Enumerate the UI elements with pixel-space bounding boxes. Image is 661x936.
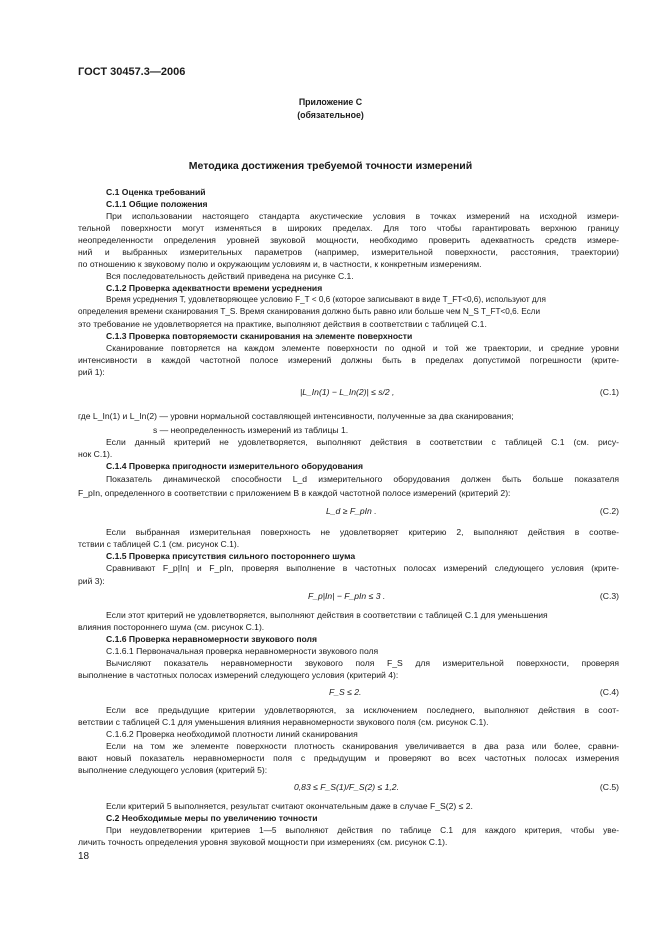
section-heading: С.1.1 Общие положения <box>106 199 208 209</box>
paragraph-line: С.1.6.2 Проверка необходимой плотности линий сканирования <box>106 729 358 739</box>
equation-number: (С.5) <box>599 782 619 792</box>
paragraph-line: Сканирование повторяется на каждом элементе поверхности по одной и той же траектории, и средние уровни <box>106 343 619 353</box>
equation-number: (С.4) <box>599 687 619 697</box>
paragraph-line: Если критерий 5 выполняется, результат считают окончательным даже в случае F_S(2) ≤ 2. <box>106 801 473 811</box>
paragraph-line: ний и выбранных измерительных параметров (например, измерительной поверхности, расстояния, траектории) <box>78 247 619 257</box>
paragraph-line: s — неопределенность измерений из таблицы 1. <box>153 425 349 435</box>
paragraph-line: ветствии с таблицей С.1 для уменьшения влияния неравномерности звукового поля (см. рисунок С.1). <box>78 717 489 727</box>
paragraph-line: Если выбранная измерительная поверхность не удовлетворяет критерию 2, выполняют действия в соотве- <box>106 527 619 537</box>
equation-formula: F_S ≤ 2. <box>329 687 362 697</box>
paragraph-line: Время усреднения T, удовлетворяющее условию F_T < 0,6 (которое записывают в виде T_FT<0,6), используют для <box>106 295 546 304</box>
paragraph-line: Вся последовательность действий приведена на рисунке С.1. <box>106 271 354 281</box>
section-heading: С.1.5 Проверка присутствия сильного постороннего шума <box>106 551 356 561</box>
paragraph-line: Вычисляют показатель неравномерности звукового поля F_S для измерительной поверхности, проверяя <box>106 658 619 668</box>
equation-number: (С.1) <box>599 387 619 397</box>
paragraph-line: это требование не удовлетворяется на практике, выполняют действия в соответствии с таблицей С.1. <box>78 319 487 329</box>
equation-number: (С.3) <box>599 591 619 601</box>
page-title: Методика достижения требуемой точности измерений <box>188 160 473 172</box>
paragraph-line: выполнение в частотных полосах измерений следующего условия (критерий 4): <box>78 670 399 680</box>
section-heading: С.2 Необходимые меры по увеличению точности <box>106 813 318 823</box>
equation-formula: L_d ≥ F_pIn . <box>326 506 377 516</box>
page-number: 18 <box>78 851 90 862</box>
annex-label: Приложение С <box>298 97 363 107</box>
paragraph-line: тельной поверхности могут изменяться в широких пределах. Для того чтобы гарантировать верхнюю границу <box>78 223 619 233</box>
paragraph-line: Если все предыдущие критерии удовлетворяются, за исключением последнего, выполняют действия в соот- <box>106 705 619 715</box>
paragraph-line: Если этот критерий не удовлетворяется, выполняют действия в соответствии с таблицей С.1 для уменьшения <box>106 610 548 620</box>
section-heading: С.1.3 Проверка повторяемости сканирования на элементе поверхности <box>106 331 413 341</box>
paragraph-line: рий 3): <box>78 576 105 586</box>
paragraph-line: тствии с таблицей С.1 (см. рисунок С.1). <box>78 539 240 549</box>
paragraph-line: Сравнивают F_p|In| и F_pIn, проверяя выполнение в частотных полосах измерений следующего условия (крите- <box>106 563 619 573</box>
paragraph-line: выполнение следующего условия (критерий 5): <box>78 765 268 775</box>
paragraph-line: нок С.1). <box>78 449 113 459</box>
paragraph-line: F_pIn, определенного в соответствии с приложением В в каждой частотной полосе измерений (критерий 2): <box>78 488 511 498</box>
section-heading: С.1.4 Проверка пригодности измерительного оборудования <box>106 461 363 471</box>
paragraph-line: С.1.6.1 Первоначальная проверка неравномерности звукового поля <box>106 646 379 656</box>
paragraph-line: вают новый показатель неравномерности поля с предыдущим и проверяют во всех частотных полосах измерения <box>78 753 619 763</box>
equation-formula: |L_In(1) − L_In(2)| ≤ s/2 , <box>300 387 395 397</box>
paragraph-line: где L_In(1) и L_In(2) — уровни нормальной составляющей интенсивности, полученные за два сканирования; <box>78 411 514 421</box>
paragraph-line: Если данный критерий не удовлетворяется, выполняют действия в соответствии с таблицей С.1 (см. рису- <box>106 437 619 447</box>
paragraph-line: При использовании настоящего стандарта акустические условия в точках измерений на исходной измери- <box>106 211 619 221</box>
section-heading: С.1.6 Проверка неравномерности звукового поля <box>106 634 318 644</box>
section-heading: С.1.2 Проверка адекватности времени усреднения <box>106 283 323 293</box>
paragraph-line: личить точность определения уровня звуковой мощности при измерениях (см. рисунок С.1). <box>78 837 448 847</box>
paragraph-line: При неудовлетворении критериев 1—5 выполняют действия по таблице С.1 для каждого критерия, чтобы уве- <box>106 825 619 835</box>
paragraph-line: влияния постороннего шума (см. рисунок С.1). <box>78 622 265 632</box>
paragraph-line: рий 1): <box>78 367 105 377</box>
paragraph-line: интенсивности в каждой частотной полосе измерений должны быть в пределах допустимой погрешности (крите- <box>78 355 619 365</box>
equation-formula: 0,83 ≤ F_S(1)/F_S(2) ≤ 1,2. <box>294 782 399 792</box>
paragraph-line: Если на том же элементе поверхности плотность сканирования увеличивается в два раза или более, сравни- <box>106 741 619 751</box>
paragraph-line: определения времени сканирования T_S. Время сканирования должно быть равно или больше чем N_S T_FT<0,6. Если <box>78 307 541 316</box>
paragraph-line: неопределенности определения уровней звуковой мощности, необходимо проверить адекватность средств измере- <box>78 235 619 245</box>
equation-formula: F_p|In| − F_pIn ≤ 3 . <box>308 591 386 601</box>
equation-number: (С.2) <box>599 506 619 516</box>
paragraph-line: Показатель динамической способности L_d измерительного оборудования должен быть больше показателя <box>106 474 619 484</box>
standard-number: ГОСТ 30457.3—2006 <box>78 66 186 78</box>
paragraph-line: по отношению к звуковому полю и окружающим условиям и, в частности, к конкретным измерениям. <box>78 259 482 269</box>
section-heading: С.1 Оценка требований <box>106 187 206 197</box>
annex-type: (обязательное) <box>297 110 364 120</box>
